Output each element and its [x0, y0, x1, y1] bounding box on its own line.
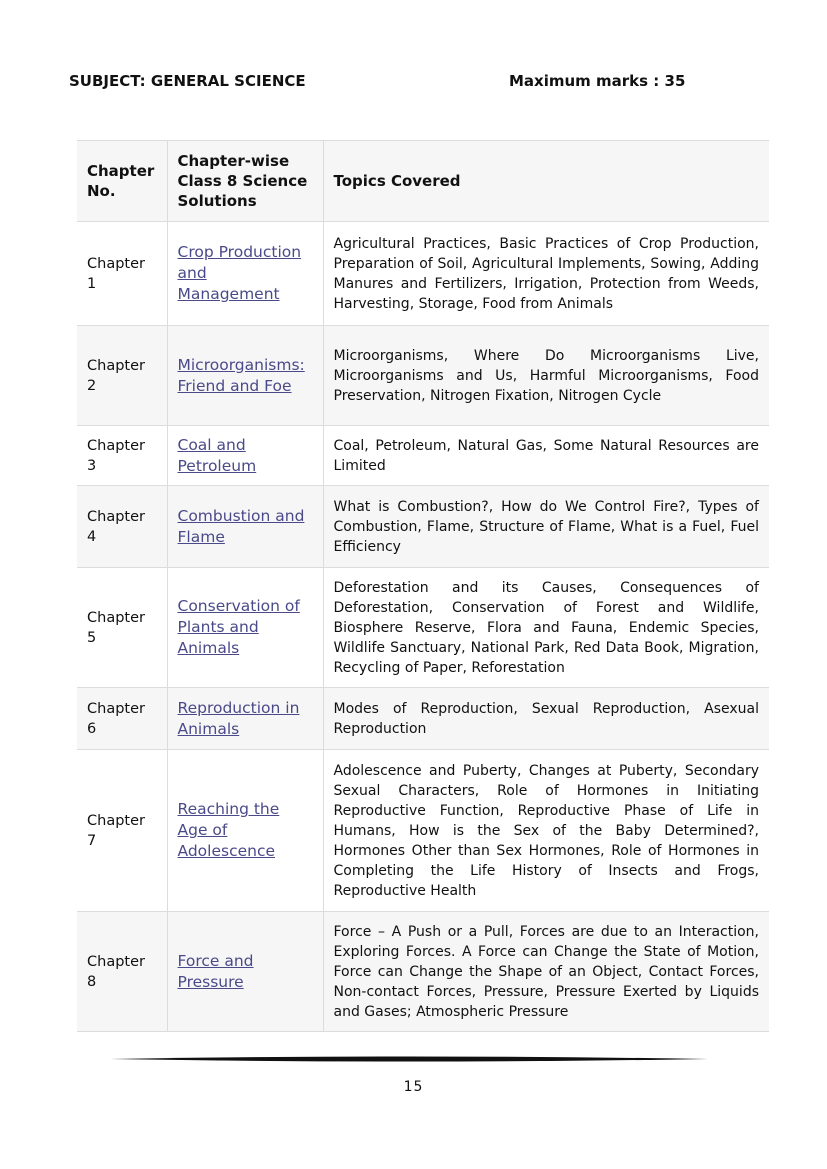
chapter-link[interactable]: Coal and Petroleum — [177, 435, 257, 475]
chapter-number: Chapter 1 — [77, 222, 167, 326]
chapter-number: Chapter 3 — [77, 426, 167, 486]
chapter-link[interactable]: Conservation of Plants and Animals — [177, 597, 300, 657]
table-row — [77, 222, 769, 326]
chapter-number: Chapter 8 — [77, 912, 167, 1032]
chapter-link[interactable]: Reproduction in Animals — [177, 698, 300, 738]
topics-cell: Agricultural Practices, Basic Practices of Crop Production, Preparation of Soil, Agricultural Implements, Sowing, Adding Manures and Fertilizers, Irrigation, Protection from Weeds, Harvesting, Storage, Food from Animals — [323, 222, 769, 326]
chapter-number: Chapter 6 — [77, 688, 167, 750]
maximum-marks: Maximum marks : 35 — [509, 72, 686, 90]
table-row — [77, 426, 769, 486]
table-row — [77, 568, 769, 688]
subject-title: SUBJECT: GENERAL SCIENCE — [69, 72, 306, 90]
topics-cell: Adolescence and Puberty, Changes at Puberty, Secondary Sexual Characters, Role of Hormones in Initiating Reproductive Function, Reproductive Phase of Life in Humans, How is the Sex of the Baby Determined?, Hormones Other than Sex Hormones, Role of Hormones in Completing the Life History of Insects and Frogs, Reproductive Health — [323, 750, 769, 912]
chapter-link[interactable]: Force and Pressure — [177, 951, 254, 991]
chapter-link[interactable]: Reaching the Age of Adolescence — [177, 800, 280, 860]
page-header — [69, 72, 759, 94]
topics-cell: What is Combustion?, How do We Control Fire?, Types of Combustion, Flame, Structure of Flame, What is a Fuel, Fuel Efficiency — [323, 486, 769, 568]
header-chapter-no: Chapter No. — [77, 141, 167, 222]
topics-cell: Deforestation and its Causes, Consequences of Deforestation, Conservation of Forest and Wildlife, Biosphere Reserve, Flora and Fauna, Endemic Species, Wildlife Sanctuary, National Park, Red Data Book, Migration, Recycling of Paper, Reforestation — [323, 568, 769, 688]
chapter-link[interactable]: Combustion and Flame — [177, 506, 305, 546]
topics-cell: Force – A Push or a Pull, Forces are due to an Interaction, Exploring Forces. A Force can Change the State of Motion, Force can Change the Shape of an Object, Contact Forces, Non-contact Forces, Pressure, Pressure Exerted by Liquids and Gases; Atmospheric Pressure — [323, 912, 769, 1032]
header-topics: Topics Covered — [323, 141, 769, 222]
topics-cell: Coal, Petroleum, Natural Gas, Some Natural Resources are Limited — [323, 426, 769, 486]
table-row — [77, 750, 769, 912]
table-header-row — [77, 141, 769, 222]
topics-cell: Modes of Reproduction, Sexual Reproduction, Asexual Reproduction — [323, 688, 769, 750]
table-row — [77, 912, 769, 1032]
footer-divider — [110, 1056, 708, 1062]
chapter-link[interactable]: Microorganisms: Friend and Foe — [177, 355, 305, 395]
chapter-link[interactable]: Crop Production and Management — [177, 243, 302, 303]
topics-cell: Microorganisms, Where Do Microorganisms Live, Microorganisms and Us, Harmful Microorganisms, Food Preservation, Nitrogen Fixation, Nitrogen Cycle — [323, 326, 769, 426]
chapter-number: Chapter 4 — [77, 486, 167, 568]
table-row — [77, 486, 769, 568]
page-number: 15 — [403, 1079, 424, 1095]
chapter-number: Chapter 2 — [77, 326, 167, 426]
table-row — [77, 688, 769, 750]
table-row — [77, 326, 769, 426]
chapter-table — [77, 140, 769, 1032]
chapter-number: Chapter 7 — [77, 750, 167, 912]
header-solutions: Chapter-wise Class 8 Science Solutions — [167, 141, 323, 222]
chapter-number: Chapter 5 — [77, 568, 167, 688]
